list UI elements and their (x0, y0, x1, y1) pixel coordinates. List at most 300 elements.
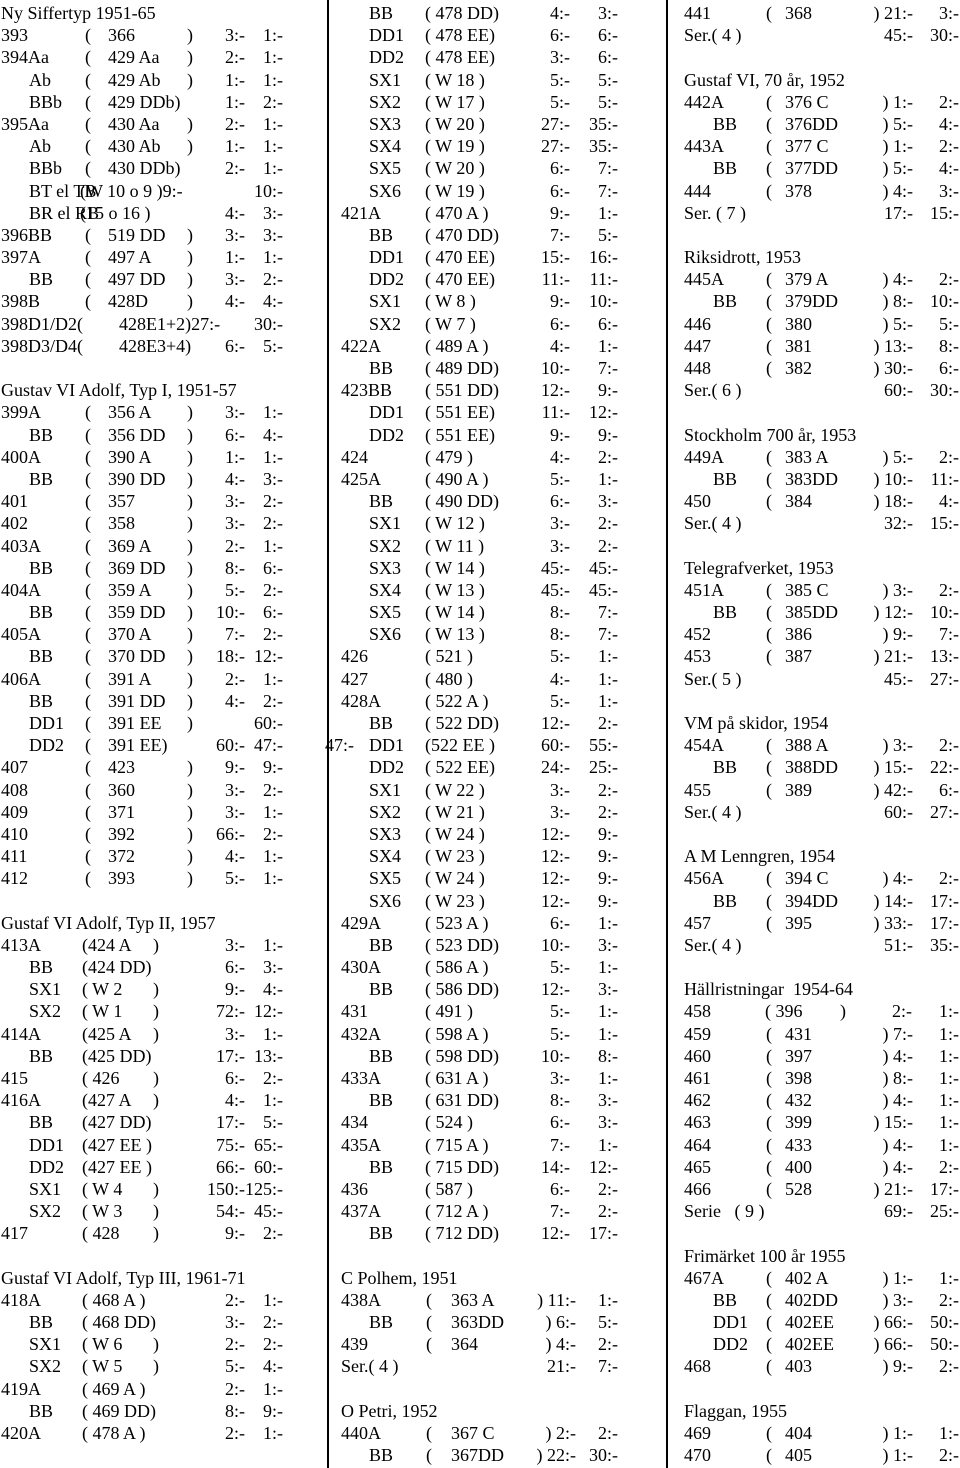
price-used: 35:- (930, 934, 959, 955)
catalogue-ref: 367DD (451, 1445, 504, 1466)
price-used: 65:- (254, 1134, 283, 1155)
price-row (341, 1134, 661, 1156)
price-used: 1:- (263, 801, 283, 822)
price-row (341, 1000, 661, 1022)
paren-open: ( (85, 25, 91, 46)
price-used: 4:- (939, 491, 959, 512)
price-mint: 7:- (550, 1201, 570, 1222)
price-row (684, 801, 960, 823)
price-row (684, 1355, 960, 1377)
price-mint: 60:- (884, 801, 913, 822)
price-mint: 5:- (550, 690, 570, 711)
item-code: DD1 (369, 402, 404, 423)
item-code: DD1 (713, 1312, 748, 1333)
item-code: SX2 (369, 801, 402, 822)
price-mint: 6:- (550, 180, 570, 201)
spacer (1, 890, 321, 912)
paren-open: ( (766, 1334, 772, 1355)
paren-open: ( (85, 779, 91, 800)
price-mint: 5:- (550, 1001, 570, 1022)
price-used: 1:- (598, 1001, 618, 1022)
price-mint: 3:- (550, 47, 570, 68)
price-used: 2:- (598, 535, 618, 556)
price-row (1, 756, 321, 778)
price-row (684, 1067, 960, 1089)
item-code: 440A (341, 1423, 381, 1443)
price-used: 3:- (263, 468, 283, 489)
price-mint: 2:- (225, 1378, 245, 1399)
catalogue-ref: ( 551 DD) (425, 380, 499, 401)
paren-close: ) (187, 690, 193, 711)
item-code: 398D1/D2( (1, 313, 83, 334)
price-mint: 7:- (550, 224, 570, 245)
price-mint: 6:- (550, 25, 570, 46)
price-used: 1:- (598, 646, 618, 667)
price-mint: 66:- (216, 1156, 245, 1177)
price-row (341, 557, 661, 579)
price-mint: ) 1:- (882, 1445, 913, 1466)
price-row (1, 1400, 321, 1422)
item-code: SX1 (29, 1334, 62, 1355)
paren-close: ) (187, 224, 193, 245)
catalogue-ref: 380 (785, 313, 812, 334)
item-code: 401 (1, 491, 28, 512)
price-row (341, 623, 661, 645)
catalogue-ref: 357 (108, 491, 135, 512)
price-mint: 32:- (884, 513, 913, 534)
price-row (341, 756, 661, 778)
paren-open: ( (766, 1090, 772, 1111)
catalogue-ref: ( W 22 ) (425, 779, 485, 800)
price-used: 7:- (598, 158, 618, 179)
paren-open: ( (766, 358, 772, 378)
price-mint: ) 5:- (882, 313, 913, 334)
catalogue-ref: (15 o 16 ) (80, 202, 151, 223)
price-mint: 6:- (550, 158, 570, 179)
price-row (341, 202, 661, 224)
price-used: 2:- (598, 1201, 618, 1222)
price-used: 6:- (939, 779, 959, 800)
price-used: 1:- (598, 468, 618, 489)
catalogue-ref: 377DD (785, 158, 838, 179)
price-used: 16:- (589, 247, 618, 268)
catalogue-ref: ( W 20 ) (425, 113, 485, 134)
price-used: 1:- (598, 1068, 618, 1088)
catalogue-ref: 356 DD (108, 424, 166, 445)
catalogue-ref: ( W 23 ) (425, 846, 485, 867)
price-row (341, 823, 661, 845)
price-used: 6:- (598, 313, 618, 334)
item-code: 413A (1, 934, 41, 955)
spacer (1, 1245, 321, 1267)
price-row (1, 91, 321, 113)
item-code: SX5 (369, 602, 402, 623)
price-row (1, 645, 321, 667)
price-row (684, 357, 960, 379)
item-code: 439 (341, 1334, 368, 1355)
catalogue-ref: 430 Aa (108, 113, 160, 134)
item-code: SX2 (369, 535, 402, 556)
paren-open: ( (766, 91, 772, 112)
price-mint: ) 10:- (873, 468, 913, 489)
item-code: 394Aa (1, 47, 49, 68)
paren-open: ( (85, 801, 91, 822)
catalogue-ref: (427 DD) (82, 1112, 152, 1133)
price-mint: 9:- (225, 757, 245, 778)
catalogue-ref: 391 DD (108, 690, 166, 711)
catalogue-ref: ( W 24 ) (425, 868, 485, 889)
catalogue-ref: ( 712 DD) (425, 1223, 499, 1244)
catalogue-ref: 388DD (785, 757, 838, 778)
price-row (341, 1422, 661, 1444)
price-row (684, 268, 960, 290)
price-mint: ) 13:- (873, 335, 913, 356)
item-code: BB (29, 424, 54, 445)
paren-close: ) (187, 113, 193, 134)
price-used: 2:- (263, 1223, 283, 1244)
catalogue-ref: 356 A (108, 402, 152, 423)
price-row (1, 246, 321, 268)
price-used: 3:- (263, 224, 283, 245)
catalogue-ref: 368 (785, 3, 812, 23)
price-row (1, 1000, 321, 1022)
item-code: 424 (341, 446, 368, 467)
price-row (341, 1111, 661, 1133)
paren-close: ) (187, 602, 193, 623)
price-row (341, 180, 661, 202)
item-code: SX1 (29, 1178, 62, 1199)
spacer (684, 401, 960, 423)
price-used: 1:- (263, 934, 283, 955)
catalogue-ref: ( 470 EE) (425, 247, 495, 268)
section-heading: Gustaf VI, 70 år, 1952 (684, 69, 845, 90)
price-mint: 54:- (216, 1201, 245, 1222)
price-row (1, 1311, 321, 1333)
price-row (1, 1222, 321, 1244)
item-code: Serie ( 9 ) (684, 1201, 765, 1222)
item-code: 427 (341, 668, 368, 689)
price-used: 1:- (939, 1023, 959, 1044)
paren-open: ( (766, 1023, 772, 1044)
item-code: SX1 (369, 779, 402, 800)
price-used: 3:- (939, 180, 959, 201)
spacer (684, 690, 960, 712)
catalogue-ref: ( W 12 ) (425, 513, 485, 534)
price-used: 3:- (598, 491, 618, 512)
item-code: 467A (684, 1267, 724, 1288)
price-row (684, 1023, 960, 1045)
catalogue-ref: ( 480 ) (425, 668, 473, 689)
price-mint: ) 1:- (882, 136, 913, 157)
item-code: SX6 (369, 180, 402, 201)
paren-open: ( (766, 1423, 772, 1443)
price-mint: ) 5:- (882, 446, 913, 467)
price-used: 6:- (263, 557, 283, 578)
item-code: 456A (684, 868, 724, 889)
price-row (341, 1200, 661, 1222)
item-code: 455 (684, 779, 711, 800)
price-row (684, 1289, 960, 1311)
catalogue-ref: ( 468 A ) (82, 1289, 146, 1310)
price-mint: 27:- (541, 136, 570, 157)
price-mint: ) 3:- (882, 1289, 913, 1310)
item-code: BR el RB (29, 202, 100, 223)
price-used: 5:- (598, 224, 618, 245)
item-code: 429A (341, 912, 381, 933)
paren-open: ( (766, 491, 772, 512)
price-used: 55:- (589, 735, 618, 756)
item-code: 437A (341, 1201, 381, 1222)
price-row (684, 113, 960, 135)
spacer (684, 1222, 960, 1244)
spacer (684, 956, 960, 978)
catalogue-ref: 366 (108, 25, 135, 46)
item-code: 461 (684, 1068, 711, 1088)
paren-close: ) (187, 402, 193, 423)
catalogue-ref: ( W 13 ) (425, 579, 485, 600)
price-mint: ) 30:- (873, 358, 913, 378)
item-code: Ser.( 4 ) (684, 934, 742, 955)
price-mint: 10:- (541, 358, 570, 378)
item-code: 453 (684, 646, 711, 667)
paren-open: ( (85, 735, 91, 756)
catalogue-ref: 428E3+4) (119, 335, 192, 356)
price-mint: 1:- (225, 91, 245, 112)
catalogue-ref: ( 522 DD) (425, 713, 499, 733)
price-row (341, 645, 661, 667)
catalogue-ref: 390 DD (108, 468, 166, 489)
price-used: 17:- (589, 1223, 618, 1244)
price-row (341, 357, 661, 379)
price-row (341, 1023, 661, 1045)
price-row (1, 845, 321, 867)
price-mint: 24:- (541, 757, 570, 778)
price-mint: ) 4:- (882, 1090, 913, 1111)
paren-open: ( (85, 624, 91, 645)
price-used: 1:- (263, 846, 283, 867)
price-used: 1:- (263, 47, 283, 68)
price-used: 15:- (930, 513, 959, 534)
paren-open: ( (85, 557, 91, 578)
catalogue-ref: ( 478 DD) (425, 3, 499, 23)
paren-open: ( (766, 1112, 772, 1133)
price-mint: ) 22:- (536, 1445, 576, 1466)
price-used: 30:- (930, 380, 959, 401)
price-mint: 15:- (541, 247, 570, 268)
paren-open: ( (85, 424, 91, 445)
price-row (684, 934, 960, 956)
paren-close: ) (187, 757, 193, 778)
catalogue-ref: 386 (785, 624, 812, 645)
price-used: 9:- (598, 868, 618, 889)
price-row (341, 290, 661, 312)
paren-close: ) (187, 424, 193, 445)
item-code: 430A (341, 957, 381, 978)
price-mint: 1:- (225, 446, 245, 467)
catalogue-ref: 388 A (785, 735, 829, 756)
item-code: SX3 (369, 823, 402, 844)
spacer (684, 823, 960, 845)
item-code: Ser. ( 7 ) (684, 202, 746, 223)
price-used: 1:- (939, 1090, 959, 1111)
spacer (341, 1245, 661, 1267)
item-code: 454A (684, 735, 724, 756)
price-used: 1:- (598, 690, 618, 711)
paren-open: ( (85, 446, 91, 467)
item-code: 421A (341, 202, 381, 223)
price-used: 1:- (263, 1289, 283, 1310)
price-row (341, 779, 661, 801)
item-code: BB (369, 934, 394, 955)
price-mint: 6:- (225, 1068, 245, 1088)
price-used: 10:- (589, 291, 618, 312)
price-used: 9:- (263, 1400, 283, 1421)
price-used: 1:- (598, 668, 618, 689)
item-code: 415 (1, 1068, 28, 1088)
price-row (684, 313, 960, 335)
price-row (684, 779, 960, 801)
paren-open: ( (85, 757, 91, 778)
catalogue-ref: 423 (108, 757, 135, 778)
item-code: 463 (684, 1112, 711, 1133)
paren-close: ) (153, 979, 159, 1000)
item-code: 451A (684, 579, 724, 600)
catalogue-ref: ( W 14 ) (425, 557, 485, 578)
catalogue-ref: 432 (785, 1090, 812, 1111)
price-mint: 3:- (225, 224, 245, 245)
catalogue-ref: ( 489 DD) (425, 358, 499, 378)
item-code: Ser.( 4 ) (341, 1356, 399, 1377)
item-code: 458 (684, 1001, 711, 1022)
catalogue-ref: ( W 8 ) (425, 291, 476, 312)
price-mint: ) 66:- (873, 1334, 913, 1355)
item-code: SX3 (369, 557, 402, 578)
price-used: 2:- (939, 136, 959, 157)
price-row (341, 24, 661, 46)
price-row (1, 1067, 321, 1089)
paren-open: ( (766, 579, 772, 600)
item-code: 426 (341, 646, 368, 667)
catalogue-ref: ( W 3 (82, 1201, 123, 1222)
price-mint: 18:- (216, 646, 245, 667)
price-mint: 60:- (541, 735, 570, 756)
price-mint: 2:- (225, 1289, 245, 1310)
price-used: 11:- (589, 269, 618, 290)
price-mint: 45:- (541, 557, 570, 578)
price-used: 17:- (930, 890, 959, 911)
item-code: BB (29, 269, 54, 290)
item-code: 438A (341, 1289, 381, 1310)
price-used: 3:- (263, 957, 283, 978)
catalogue-ref: 384 (785, 491, 812, 512)
catalogue-ref: ( 478 EE) (425, 47, 495, 68)
catalogue-ref: 385 C (785, 579, 829, 600)
price-mint: 17:- (216, 1045, 245, 1066)
paren-close: ) (153, 1178, 159, 1199)
item-code: 436 (341, 1178, 368, 1199)
price-used: 6:- (263, 602, 283, 623)
price-used: 2:- (939, 868, 959, 889)
catalogue-ref: 383DD (785, 468, 838, 489)
paren-close: ) (187, 47, 193, 68)
price-row (341, 668, 661, 690)
catalogue-ref: 430 DDb) (108, 158, 181, 179)
price-used: 2:- (939, 1445, 959, 1466)
price-used: 1:- (939, 1001, 959, 1022)
section-heading: Ny Siffertyp 1951-65 (1, 3, 156, 23)
item-code: SX1 (29, 979, 62, 1000)
price-mint: 45:- (884, 668, 913, 689)
item-code: 407 (1, 757, 28, 778)
item-code: 400A (1, 446, 41, 467)
price-row (341, 2, 661, 24)
catalogue-ref: 389 (785, 779, 812, 800)
price-used: 22:- (930, 757, 959, 778)
paren-open: ( (766, 158, 772, 179)
price-row (341, 579, 661, 601)
item-code: 411 (1, 846, 28, 867)
paren-close: ) (187, 846, 193, 867)
price-used: 2:- (263, 579, 283, 600)
item-code: 450 (684, 491, 711, 512)
paren-open: ( (85, 113, 91, 134)
catalogue-ref: ( 489 A ) (425, 335, 489, 356)
price-mint: ) 1:- (882, 1267, 913, 1288)
catalogue-ref: 359 DD (108, 602, 166, 623)
price-used: 1:- (939, 1267, 959, 1288)
price-used: 1:- (939, 1045, 959, 1066)
item-code: Ser.( 4 ) (684, 513, 742, 534)
item-code: 452 (684, 624, 711, 645)
price-mint: 9:- (550, 202, 570, 223)
item-code: BB (713, 113, 738, 134)
price-used: 10:- (254, 180, 283, 201)
price-used: 27:- (930, 801, 959, 822)
price-row (684, 756, 960, 778)
item-code: BB (713, 602, 738, 623)
price-row (341, 934, 661, 956)
catalogue-ref: 399 (785, 1112, 812, 1133)
catalogue-ref: 390 A (108, 446, 152, 467)
price-mint: ) 15:- (873, 1112, 913, 1133)
paren-open: ( (85, 291, 91, 312)
price-used: 3:- (598, 979, 618, 1000)
price-mint: 3:- (225, 1312, 245, 1333)
price-row (341, 890, 661, 912)
price-row (341, 1289, 661, 1311)
paren-open: ( (85, 468, 91, 489)
catalogue-ref: 519 DD (108, 224, 166, 245)
catalogue-ref: 377 C (785, 136, 829, 157)
price-used: 1:- (598, 202, 618, 223)
paren-open: ( (766, 646, 772, 667)
price-row (341, 69, 661, 91)
price-used: 2:- (939, 579, 959, 600)
paren-open: ( (766, 1312, 772, 1333)
item-code: 428A (341, 690, 381, 711)
price-mint: 3:- (225, 25, 245, 46)
catalogue-ref: ( 426 (82, 1068, 120, 1088)
price-row (684, 1333, 960, 1355)
item-code: 457 (684, 912, 711, 933)
price-row (1, 313, 321, 335)
section-heading: Gustav VI Adolf, Typ I, 1951-57 (1, 380, 237, 401)
price-mint: ) 12:- (873, 602, 913, 623)
price-row (341, 801, 661, 823)
price-row (1, 1333, 321, 1355)
price-mint: 10:- (541, 1045, 570, 1066)
price-mint: 8:- (225, 1400, 245, 1421)
